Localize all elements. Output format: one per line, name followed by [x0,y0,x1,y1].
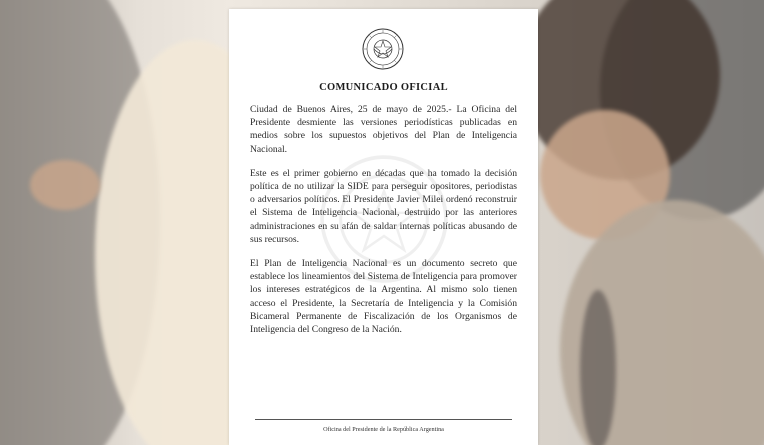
document-title: COMUNICADO OFICIAL [319,82,448,93]
official-statement-document [229,9,538,445]
footer-divider [255,419,512,420]
paragraph-1: Ciudad de Buenos Aires, 25 de mayo de 2025.- La Oficina del Presidente desmiente las versiones periodísticas publicadas en medios sobre los supuestos objetivos del Plan de Inteligencia Nacional. [250,104,517,155]
paragraph-3: El Plan de Inteligencia Nacional es un documento secreto que establece los lineamientos del Sistema de Inteligencia para promover los intereses estratégicos de la Argentina. Al mismo solo tienen acceso el Presidente, la Secretaría de Inteligencia y la Comisión Bicameral Permanente de Fiscalización de los Organismos de Inteligencia del Congreso de la Nación. [250,258,517,336]
presidential-seal-icon [362,28,404,70]
document-body [250,103,517,347]
bg-hand-phone [30,160,100,210]
bg-tie [580,290,616,445]
document-footer: Oficina del Presidente de la República Argentina [323,426,444,433]
paragraph-2: Este es el primer gobierno en décadas que ha tomado la decisión política de no utilizar la SIDE para perseguir opositores, periodistas o adversarios políticos. El Presidente Javier Milei ordenó reconstruir el Sistema de Inteligencia Nacional, destruido por las anteriores administraciones en su afán de saldar internas políticas abusando de sus recursos. [250,167,517,245]
